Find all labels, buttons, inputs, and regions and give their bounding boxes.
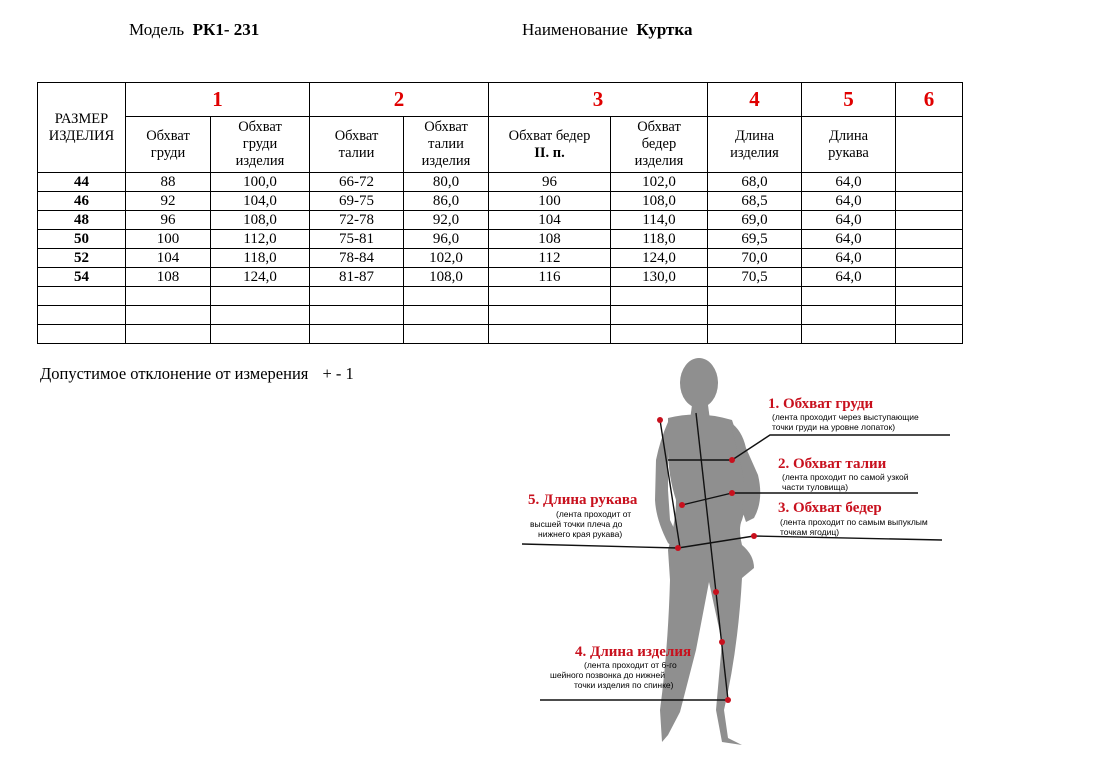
cell-garment-length: 68,5 bbox=[708, 192, 802, 211]
point-waist-side bbox=[679, 502, 685, 508]
empty-table-row bbox=[38, 287, 963, 306]
empty-cell bbox=[611, 287, 708, 306]
cell-hips-garment: 118,0 bbox=[611, 230, 708, 249]
cell-chest-garment: 124,0 bbox=[211, 268, 310, 287]
empty-cell bbox=[611, 325, 708, 344]
cell-waist-garment: 108,0 bbox=[404, 268, 489, 287]
point-shoulder bbox=[657, 417, 663, 423]
head-shape bbox=[680, 358, 718, 408]
cell-sleeve-length: 64,0 bbox=[802, 173, 896, 192]
sleeve-note-line: высшей точки плеча до bbox=[530, 519, 623, 529]
cell-garment-length: 69,5 bbox=[708, 230, 802, 249]
hips-garment-header bbox=[611, 117, 708, 173]
header-line: изделия bbox=[235, 153, 285, 169]
cell-waist: 75-81 bbox=[310, 230, 404, 249]
header-line: II. п. bbox=[534, 144, 565, 161]
sleeve-annotation bbox=[528, 492, 638, 539]
cell-sleeve-length: 64,0 bbox=[802, 211, 896, 230]
name-label: Наименование bbox=[522, 20, 628, 39]
header-line: Длина bbox=[828, 127, 869, 144]
empty-cell bbox=[38, 287, 126, 306]
empty-cell bbox=[489, 306, 611, 325]
group-5-header: 5 bbox=[802, 83, 896, 117]
cell-sleeve-length: 64,0 bbox=[802, 268, 896, 287]
cell-waist: 72-78 bbox=[310, 211, 404, 230]
tolerance-value: + - 1 bbox=[322, 364, 354, 383]
hips-header bbox=[489, 117, 611, 173]
empty-cell bbox=[896, 306, 963, 325]
cell-group-6 bbox=[896, 268, 963, 287]
cell-hips: 96 bbox=[489, 173, 611, 192]
cell-size: 44 bbox=[38, 173, 126, 192]
cell-garment-length: 69,0 bbox=[708, 211, 802, 230]
cell-waist: 81-87 bbox=[310, 268, 404, 287]
cell-hips-garment: 130,0 bbox=[611, 268, 708, 287]
sleeve-length-header bbox=[802, 117, 896, 173]
group-3-header: 3 bbox=[489, 83, 708, 117]
waist-note-line: части туловища) bbox=[782, 482, 849, 492]
empty-cell bbox=[211, 287, 310, 306]
cell-size: 48 bbox=[38, 211, 126, 230]
point-length-end bbox=[725, 697, 731, 703]
measurement-figure bbox=[510, 350, 970, 770]
header-line: Обхват bbox=[424, 119, 468, 135]
cell-sleeve-length: 64,0 bbox=[802, 230, 896, 249]
empty-cell bbox=[896, 287, 963, 306]
header-line: Обхват bbox=[146, 127, 190, 144]
cell-waist-garment: 86,0 bbox=[404, 192, 489, 211]
point-waist bbox=[729, 490, 735, 496]
cell-hips-garment: 114,0 bbox=[611, 211, 708, 230]
header-line: Длина bbox=[734, 127, 775, 144]
empty-cell bbox=[310, 287, 404, 306]
cell-waist: 69-75 bbox=[310, 192, 404, 211]
header-line: груди bbox=[150, 144, 186, 161]
header-line: рукава bbox=[828, 144, 869, 161]
empty-cell bbox=[211, 306, 310, 325]
cell-waist-garment: 96,0 bbox=[404, 230, 489, 249]
column-label-row bbox=[38, 117, 963, 173]
length-annotation bbox=[550, 644, 691, 690]
cell-hips: 116 bbox=[489, 268, 611, 287]
chest-garment-header bbox=[211, 117, 310, 173]
point-chest bbox=[729, 457, 735, 463]
group-6-header: 6 bbox=[896, 83, 963, 117]
empty-cell bbox=[404, 306, 489, 325]
empty-cell bbox=[404, 287, 489, 306]
empty-table-row bbox=[38, 306, 963, 325]
torso-legs-shape bbox=[660, 414, 754, 745]
cell-chest-garment: 100,0 bbox=[211, 173, 310, 192]
cell-chest: 92 bbox=[126, 192, 211, 211]
empty-cell bbox=[611, 306, 708, 325]
empty-cell bbox=[310, 325, 404, 344]
empty-cell bbox=[404, 325, 489, 344]
header-line: Обхват bbox=[334, 127, 379, 144]
garment-length-header bbox=[708, 117, 802, 173]
empty-cell bbox=[489, 325, 611, 344]
cell-chest-garment: 108,0 bbox=[211, 211, 310, 230]
group-1-header: 1 bbox=[126, 83, 310, 117]
table-row bbox=[38, 192, 963, 211]
cell-sleeve-length: 64,0 bbox=[802, 249, 896, 268]
empty-cell bbox=[38, 325, 126, 344]
point-hips bbox=[751, 533, 757, 539]
sleeve-note-title: 5. Длина рукава bbox=[528, 492, 638, 508]
table-row bbox=[38, 173, 963, 192]
empty-cell bbox=[126, 287, 211, 306]
header-line: изделия bbox=[730, 144, 779, 161]
header-line: изделия bbox=[634, 153, 684, 169]
cell-garment-length: 68,0 bbox=[708, 173, 802, 192]
cell-hips: 108 bbox=[489, 230, 611, 249]
model-label: Модель bbox=[129, 20, 185, 39]
size-header-line: ИЗДЕЛИЯ bbox=[48, 127, 115, 144]
cell-chest: 104 bbox=[126, 249, 211, 268]
length-note-title: 4. Длина изделия bbox=[575, 644, 692, 660]
waist-note-title: 2. Обхват талии bbox=[778, 456, 887, 472]
chest-note-title: 1. Обхват груди bbox=[768, 396, 874, 412]
cell-size: 54 bbox=[38, 268, 126, 287]
group-header-row bbox=[38, 83, 963, 117]
tolerance-label: Допустимое отклонение от измерения bbox=[40, 364, 309, 383]
point-length-mid bbox=[713, 589, 719, 595]
model-value: РК1- 231 bbox=[192, 20, 260, 39]
header-line: бедер bbox=[641, 136, 677, 152]
waist-header bbox=[310, 117, 404, 173]
cell-sleeve-length: 64,0 bbox=[802, 192, 896, 211]
header-line: талии bbox=[338, 144, 375, 161]
empty-cell bbox=[126, 306, 211, 325]
table-row bbox=[38, 211, 963, 230]
cell-waist-garment: 80,0 bbox=[404, 173, 489, 192]
group-4-header: 4 bbox=[708, 83, 802, 117]
cell-waist: 66-72 bbox=[310, 173, 404, 192]
size-column-header bbox=[38, 83, 126, 173]
header-line: Обхват бедер bbox=[508, 127, 591, 144]
cell-group-6 bbox=[896, 192, 963, 211]
table-row bbox=[38, 230, 963, 249]
cell-group-6 bbox=[896, 173, 963, 192]
table-row bbox=[38, 249, 963, 268]
cell-hips-garment: 124,0 bbox=[611, 249, 708, 268]
cell-group-6 bbox=[896, 249, 963, 268]
name-value: Куртка bbox=[636, 20, 693, 39]
hips-note-line: точкам ягодиц) bbox=[780, 527, 840, 537]
cell-hips: 112 bbox=[489, 249, 611, 268]
table-row bbox=[38, 268, 963, 287]
sleeve-note-line: нижнего края рукава) bbox=[538, 529, 623, 539]
empty-cell bbox=[126, 325, 211, 344]
chest-header bbox=[126, 117, 211, 173]
cell-hips-garment: 102,0 bbox=[611, 173, 708, 192]
size-header-line: РАЗМЕР bbox=[54, 110, 109, 127]
cell-hips: 100 bbox=[489, 192, 611, 211]
cell-waist-garment: 102,0 bbox=[404, 249, 489, 268]
cell-group-6 bbox=[896, 211, 963, 230]
cell-hips: 104 bbox=[489, 211, 611, 230]
header-line: Обхват bbox=[238, 119, 282, 135]
header-line: груди bbox=[242, 136, 278, 152]
waist-note-line: (лента проходит по самой узкой bbox=[782, 472, 909, 482]
waist-annotation bbox=[778, 456, 909, 492]
empty-cell bbox=[211, 325, 310, 344]
header-line: талии bbox=[428, 136, 464, 152]
group-6-empty-header bbox=[896, 117, 963, 173]
header-line: Обхват bbox=[637, 119, 681, 135]
point-sleeve-end bbox=[675, 545, 681, 551]
cell-chest-garment: 112,0 bbox=[211, 230, 310, 249]
chest-note-line: точки груди на уровне лопаток) bbox=[772, 422, 896, 432]
cell-size: 52 bbox=[38, 249, 126, 268]
length-note-line: точки изделия по спинке) bbox=[574, 680, 674, 690]
length-note-line: (лента проходит от 6-го bbox=[584, 660, 677, 670]
empty-table-row bbox=[38, 325, 963, 344]
empty-cell bbox=[802, 287, 896, 306]
cell-chest: 108 bbox=[126, 268, 211, 287]
length-note-line: шейного позвонка до нижней bbox=[550, 670, 666, 680]
empty-cell bbox=[802, 306, 896, 325]
hips-note-line: (лента проходит по самым выпуклым bbox=[780, 517, 928, 527]
waist-garment-header bbox=[404, 117, 489, 173]
name-header bbox=[522, 20, 692, 40]
model-header bbox=[129, 20, 259, 40]
empty-cell bbox=[310, 306, 404, 325]
chest-annotation bbox=[768, 396, 919, 432]
cell-hips-garment: 108,0 bbox=[611, 192, 708, 211]
cell-waist: 78-84 bbox=[310, 249, 404, 268]
hips-annotation bbox=[778, 500, 928, 537]
cell-group-6 bbox=[896, 230, 963, 249]
cell-size: 46 bbox=[38, 192, 126, 211]
empty-cell bbox=[708, 325, 802, 344]
cell-chest: 96 bbox=[126, 211, 211, 230]
empty-cell bbox=[708, 306, 802, 325]
cell-garment-length: 70,5 bbox=[708, 268, 802, 287]
chest-note-line: (лента проходит через выступающие bbox=[772, 412, 919, 422]
sleeve-leader bbox=[522, 544, 678, 548]
empty-cell bbox=[38, 306, 126, 325]
tolerance-note bbox=[40, 364, 354, 384]
cell-chest-garment: 118,0 bbox=[211, 249, 310, 268]
sleeve-note-line: (лента проходит от bbox=[556, 509, 632, 519]
header-line: изделия bbox=[421, 153, 471, 169]
size-table bbox=[37, 82, 963, 344]
empty-cell bbox=[896, 325, 963, 344]
point-length-knee bbox=[719, 639, 725, 645]
cell-chest: 88 bbox=[126, 173, 211, 192]
group-2-header: 2 bbox=[310, 83, 489, 117]
empty-cell bbox=[489, 287, 611, 306]
cell-chest-garment: 104,0 bbox=[211, 192, 310, 211]
empty-cell bbox=[708, 287, 802, 306]
cell-garment-length: 70,0 bbox=[708, 249, 802, 268]
cell-waist-garment: 92,0 bbox=[404, 211, 489, 230]
empty-cell bbox=[802, 325, 896, 344]
hips-note-title: 3. Обхват бедер bbox=[778, 500, 882, 516]
cell-chest: 100 bbox=[126, 230, 211, 249]
cell-size: 50 bbox=[38, 230, 126, 249]
